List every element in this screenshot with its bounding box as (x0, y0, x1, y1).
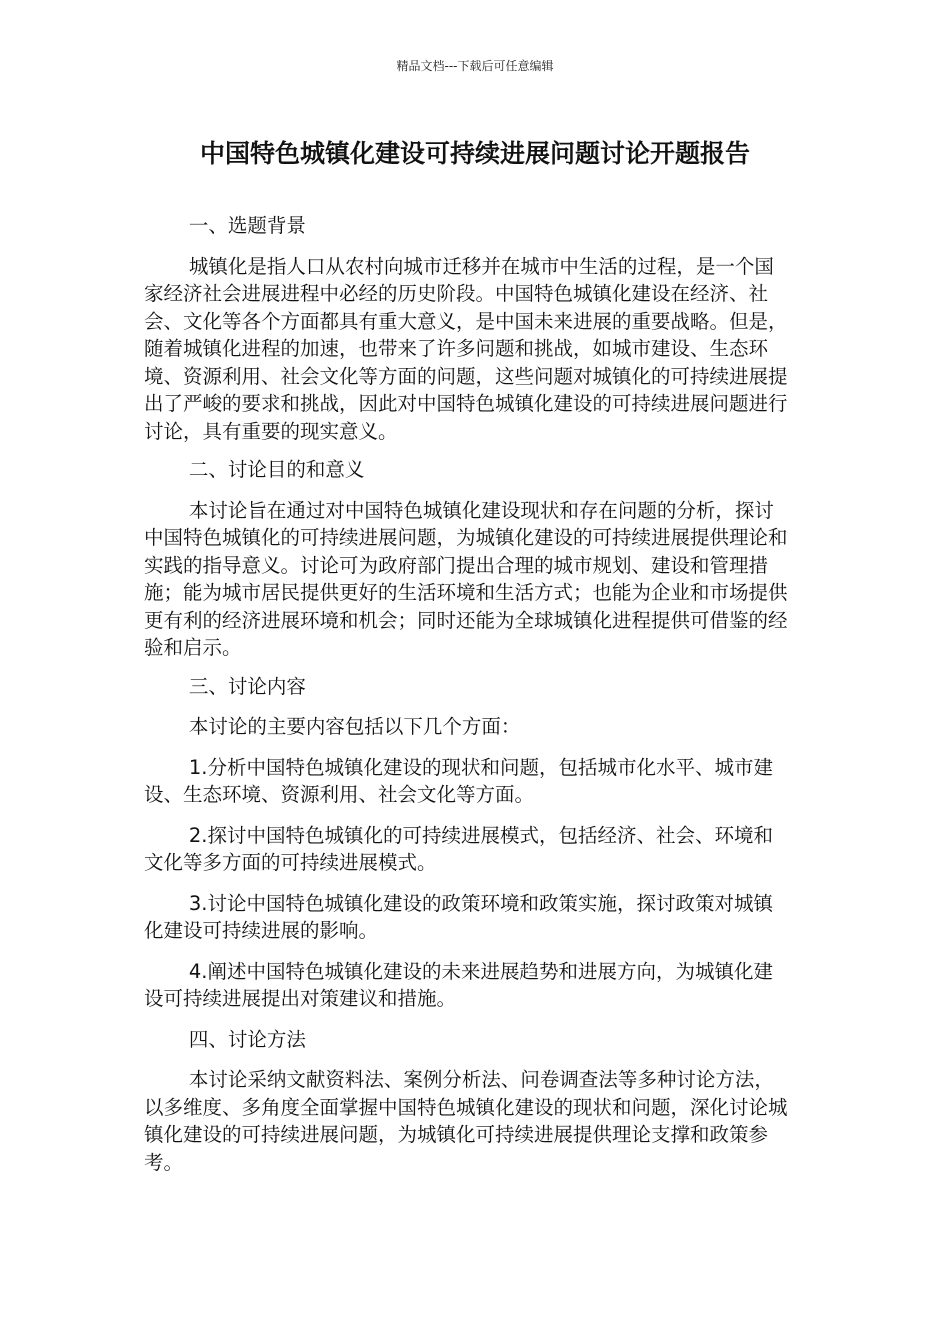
content-item-4: 4.阐述中国特色城镇化建设的未来进展趋势和进展方向，为城镇化建设可持续进展提出对策建议和措施。 (144, 959, 773, 1010)
method-paragraph: 本讨论采纳文献资料法、案例分析法、问卷调查法等多种讨论方法，以多维度、多角度全面掌握中国特色城镇化建设的现状和问题，深化讨论城镇化建设的可持续进展问题，为城镇化可持续进展提供理论支撑和政策参考。 (144, 1068, 788, 1174)
section-heading-method: 四、讨论方法 (188, 1027, 306, 1051)
content-intro-paragraph: 本讨论的主要内容包括以下几个方面： (188, 715, 521, 738)
section-heading-content: 三、讨论内容 (188, 674, 306, 698)
page-header: 精品文档---下载后可任意编辑 (396, 59, 554, 73)
content-item-3: 3.讨论中国特色城镇化建设的政策环境和政策实施，探讨政策对城镇化建设可持续进展的影响。 (144, 891, 773, 942)
background-paragraph: 城镇化是指人口从农村向城市迁移并在城市中生活的过程，是一个国家经济社会进展进程中必经的历史阶段。中国特色城镇化建设在经济、社会、文化等各个方面都具有重大意义，是中国未来进展的重要战略。但是，随着城镇化进程的加速，也带来了许多问题和挑战，如城市建设、生态环境、资源利用、社会文化等方面的问题，这些问题对城镇化的可持续进展提出了严峻的要求和挑战，因此对中国特色城镇化建设的可持续进展问题进行讨论，具有重要的现实意义。 (144, 254, 788, 443)
content-item-2: 2.探讨中国特色城镇化的可持续进展模式，包括经济、社会、环境和文化等多方面的可持续进展模式。 (144, 823, 773, 874)
section-heading-background: 一、选题背景 (188, 214, 306, 237)
document-title: 中国特色城镇化建设可持续进展问题讨论开题报告 (199, 139, 750, 168)
section-heading-purpose: 二、讨论目的和意义 (188, 458, 365, 481)
content-item-1: 1.分析中国特色城镇化建设的现状和问题，包括城市化水平、城市建设、生态环境、资源利用、社会文化等方面。 (144, 755, 773, 806)
purpose-paragraph: 本讨论旨在通过对中国特色城镇化建设现状和存在问题的分析，探讨中国特色城镇化的可持续进展问题，为城镇化建设的可持续进展提供理论和实践的指导意义。讨论可为政府部门提出合理的城市规划、建设和管理措施；能为城市居民提供更好的生活环境和生活方式；也能为企业和市场提供更有利的经济进展环境和机会；同时还能为全球城镇化进程提供可借鉴的经验和启示。 (144, 498, 788, 659)
document-body (144, 212, 792, 1187)
